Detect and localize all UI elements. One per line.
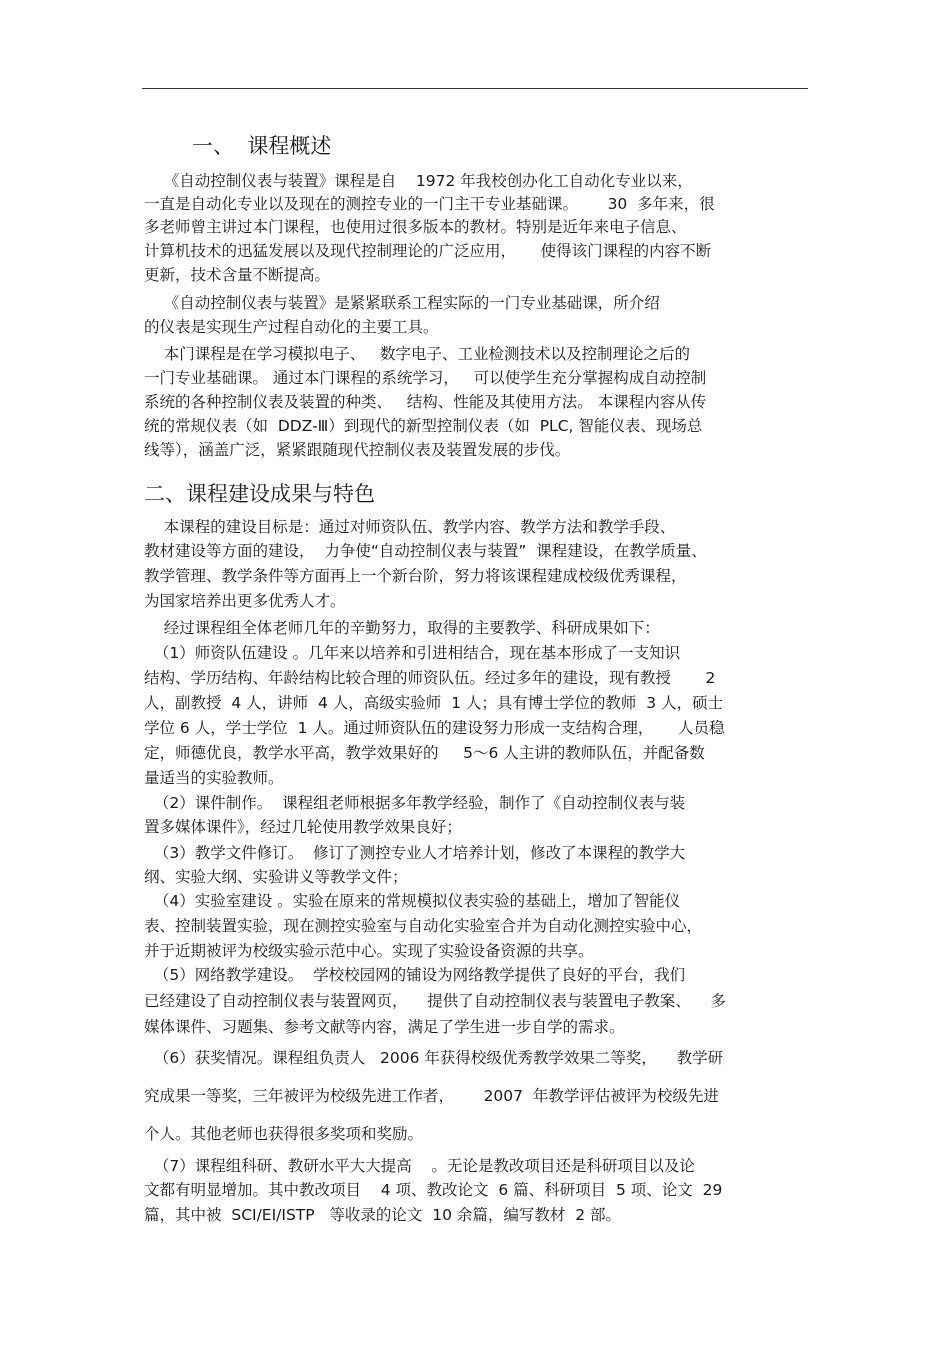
top-rule (142, 88, 808, 89)
text-line: 一门专业基础课。 通过本门课程的系统学习， 可以使学生充分掌握构成自动控制 (144, 369, 707, 387)
text-line: （1）师资队伍建设 。几年来以培养和引进相结合，现在基本形成了一支知识 (144, 644, 681, 662)
text-line: 多老师曾主讲过本门课程，也使用过很多版本的教材。特别是近年来电子信息、 (144, 218, 687, 236)
text-line: （5）网络教学建设。 学校校园网的铺设为网络教学提供了良好的平台，我们 (144, 966, 686, 984)
text-line: 篇，其中被 SCI/EI/ISTP 等收录的论文 10 余篇，编写教材 2 部。 (144, 1206, 622, 1224)
text-line: 量适当的实验教师。 (144, 769, 284, 787)
text-line: 一直是自动化专业以及现在的测控专业的一门主干专业基础课。 30 多年来，很 (144, 195, 715, 213)
text-line: 究成果一等奖，三年被评为校级先进工作者， 2007 年教学评估被评为校级先进 (144, 1087, 719, 1105)
text-line: 个人。其他老师也获得很多奖项和奖励。 (144, 1125, 424, 1143)
text-line: （4）实验室建设 。实验在原来的常规模拟仪表实验的基础上，增加了智能仪 (144, 892, 681, 910)
text-line: 教学管理、教学条件等方面再上一个新台阶，努力将该课程建成校级优秀课程， (144, 567, 687, 585)
text-line: 计算机技术的迅猛发展以及现代控制理论的广泛应用， 使得该门课程的内容不断 (144, 242, 712, 260)
text-line: 本门课程是在学习模拟电子、 数字电子、工业检测技术以及控制理论之后的 (144, 345, 690, 363)
text-line: （2）课件制作。 课程组老师根据多年教学经验，制作了《自动控制仪表与装 (144, 794, 686, 812)
text-line: 纲、实验大纲、实验讲义等教学文件； (144, 868, 408, 886)
text-line: 定，师德优良，教学水平高，教学效果好的 5～6 人主讲的教师队伍，并配备数 (144, 744, 705, 762)
section-heading-2: 二、课程建设成果与特色 (144, 482, 375, 506)
text-line: 人，副教授 4 人，讲师 4 人，高级实验师 1 人；具有博士学位的教师 3 人，硕士 (144, 694, 724, 712)
text-line: 已经建设了自动控制仪表与装置网页， 提供了自动控制仪表与装置电子教案、 多 (144, 992, 726, 1010)
text-line: 置多媒体课件》，经过几轮使用教学效果良好； (144, 818, 462, 836)
text-line: 教材建设等方面的建设， 力争使“自动控制仪表与装置” 课程建设，在教学质量、 (144, 542, 707, 560)
text-line: 统的常规仪表（如 DDZ-Ⅲ）到现代的新型控制仪表（如 PLC, 智能仪表、现场总 (144, 417, 703, 435)
text-line: 文都有明显增加。其中教改项目 4 项、教改论文 6 篇、科研项目 5 项、论文 29 (144, 1181, 723, 1199)
text-line: （7）课程组科研、教研水平大大提高 。无论是教改项目还是科研项目以及论 (144, 1157, 695, 1175)
text-line: 本课程的建设目标是：通过对师资队伍、教学内容、教学方法和教学手段、 (144, 518, 676, 536)
text-line: 《自动控制仪表与装置》课程是自 1972 年我校创办化工自动化专业以来， (144, 172, 693, 190)
text-line: 的仪表是实现生产过程自动化的主要工具。 (144, 318, 439, 336)
text-line: 《自动控制仪表与装置》是紧紧联系工程实际的一门专业基础课，所介绍 (144, 294, 660, 312)
text-line: 并于近期被评为校级实验示范中心。实现了实验设备资源的共享。 (144, 942, 594, 960)
text-line: 表、控制装置实验，现在测控实验室与自动化实验室合并为自动化测控实验中心， (144, 917, 703, 935)
text-line: 经过课程组全体老师几年的辛勤努力，取得的主要教学、科研成果如下： (144, 619, 660, 637)
text-line: （3）教学文件修订。 修订了测控专业人才培养计划，修改了本课程的教学大 (144, 844, 686, 862)
text-line: 媒体课件、习题集、参考文献等内容，满足了学生进一步自学的需求。 (144, 1018, 625, 1036)
text-line: 为国家培养出更多优秀人才。 (144, 592, 346, 610)
text-line: 学位 6 人，学士学位 1 人。通过师资队伍的建设努力形成一支结构合理， 人员稳 (144, 719, 725, 737)
text-line: 更新，技术含量不断提高。 (144, 266, 331, 284)
section-heading-1: 一、 课程概述 (192, 134, 332, 158)
text-line: 线等），涵盖广泛，紧紧跟随现代控制仪表及装置发展的步伐。 (144, 441, 571, 459)
text-line: 结构、学历结构、年龄结构比较合理的师资队伍。经过多年的建设，现有教授 2 (144, 669, 716, 687)
text-line: 系统的各种控制仪表及装置的种类、 结构、性能及其使用方法。 本课程内容从传 (144, 393, 707, 411)
text-line: （6）获奖情况。课程组负责人 2006 年获得校级优秀教学效果二等奖， 教学研 (144, 1049, 724, 1067)
